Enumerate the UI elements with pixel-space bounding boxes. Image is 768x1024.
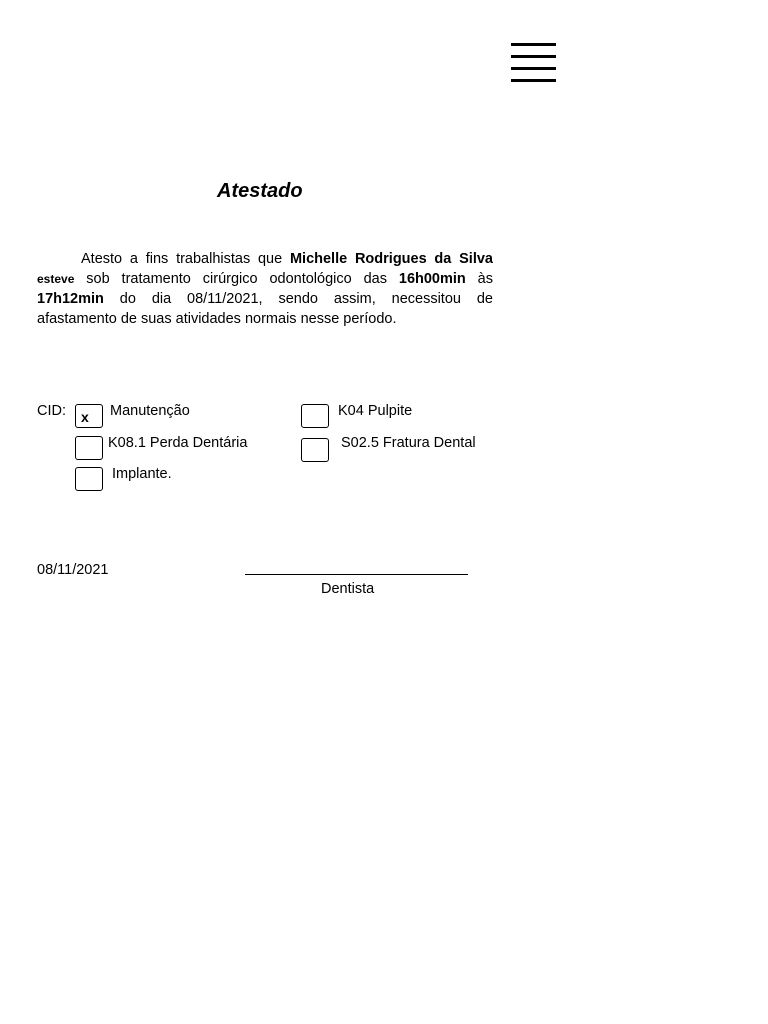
checkbox-k08[interactable]	[75, 436, 103, 460]
start-time: 16h00min	[398, 271, 466, 287]
signature-line	[245, 574, 468, 575]
checkbox-s025[interactable]	[301, 438, 329, 462]
option-label-s025: S02.5 Fratura Dental	[341, 435, 476, 451]
document-date: 08/11/2021	[37, 562, 109, 578]
option-label-k04: K04 Pulpite	[338, 403, 413, 419]
checkbox-k04[interactable]	[301, 404, 329, 428]
checkbox-manutencao[interactable]: x	[75, 404, 103, 428]
cid-label: CID:	[37, 403, 66, 419]
paragraph-text-2: esteve	[37, 272, 75, 286]
option-label-manutencao: Manutenção	[110, 403, 190, 419]
paragraph-text-1: Atesto a fins trabalhistas que	[81, 251, 290, 267]
patient-name: Michelle Rodrigues da Silva	[289, 251, 493, 267]
checkbox-implante[interactable]	[75, 467, 103, 491]
menu-icon[interactable]	[511, 43, 556, 83]
document-title: Atestado	[217, 180, 303, 202]
paragraph-text-3: sob tratamento cirúrgico odontológico das	[74, 271, 399, 287]
option-label-k08: K08.1 Perda Dentária	[108, 435, 248, 451]
paragraph-text-4: às	[465, 271, 493, 287]
certificate-paragraph	[37, 249, 493, 329]
option-label-implante: Implante.	[112, 466, 172, 482]
signature-role: Dentista	[321, 581, 375, 597]
paragraph-text-5: do dia 08/11/2021, sendo assim, necessitou de afastamento de suas atividades normais nesse período.	[37, 291, 493, 327]
end-time: 17h12min	[37, 291, 104, 307]
